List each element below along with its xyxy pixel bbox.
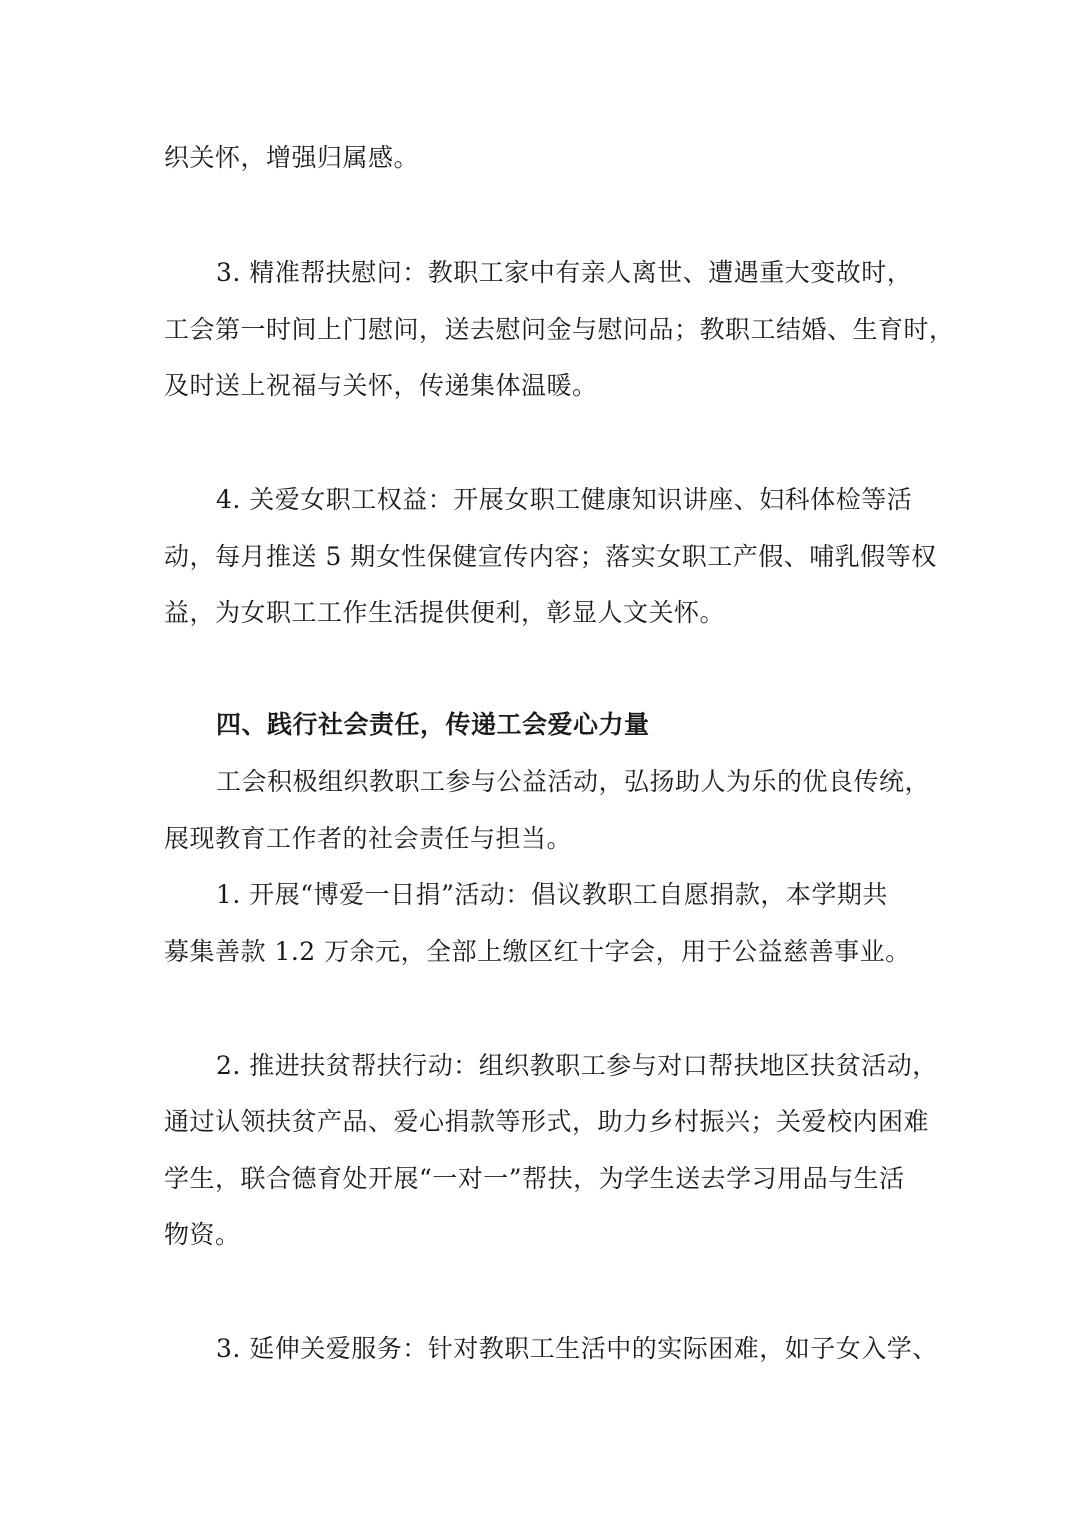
paragraph-line: 3. 精准帮扶慰问：教职工家中有亲人离世、遭遇重大变故时， (216, 258, 913, 287)
paragraph-line: 物资。 (164, 1220, 241, 1249)
paragraph-line: 3. 延伸关爱服务：针对教职工生活中的实际困难，如子女入学、 (216, 1334, 938, 1363)
paragraph-line: 2. 推进扶贫帮扶行动：组织教职工参与对口帮扶地区扶贫活动， (216, 1051, 938, 1080)
paragraph-line: 织关怀，增强归属感。 (164, 143, 420, 172)
paragraph-line: 动，每月推送 5 期女性保健宣传内容；落实女职工产假、哺乳假等权 (164, 542, 937, 571)
paragraph-line: 工会第一时间上门慰问，送去慰问金与慰问品；教职工结婚、生育时， (164, 315, 955, 344)
paragraph-line: 募集善款 1.2 万余元，全部上缴区红十字会，用于公益慈善事业。 (164, 937, 911, 966)
paragraph-line: 4. 关爱女职工权益：开展女职工健康知识讲座、妇科体检等活 (216, 485, 913, 514)
paragraph-line: 工会积极组织教职工参与公益活动，弘扬助人为乐的优良传统， (216, 767, 931, 796)
paragraph-line: 及时送上祝福与关怀，传递集体温暖。 (164, 371, 598, 400)
paragraph-line: 1. 开展“博爱一日捐”活动：倡议教职工自愿捐款，本学期共 (216, 880, 888, 909)
section-heading: 四、践行社会责任，传递工会爱心力量 (216, 710, 650, 739)
paragraph-line: 展现教育工作者的社会责任与担当。 (164, 824, 573, 853)
paragraph-line: 益，为女职工工作生活提供便利，彰显人文关怀。 (164, 598, 726, 627)
paragraph-line: 通过认领扶贫产品、爱心捐款等形式，助力乡村振兴；关爱校内困难 (164, 1107, 930, 1136)
paragraph-line: 学生，联合德育处开展“一对一”帮扶，为学生送去学习用品与生活 (164, 1164, 905, 1193)
